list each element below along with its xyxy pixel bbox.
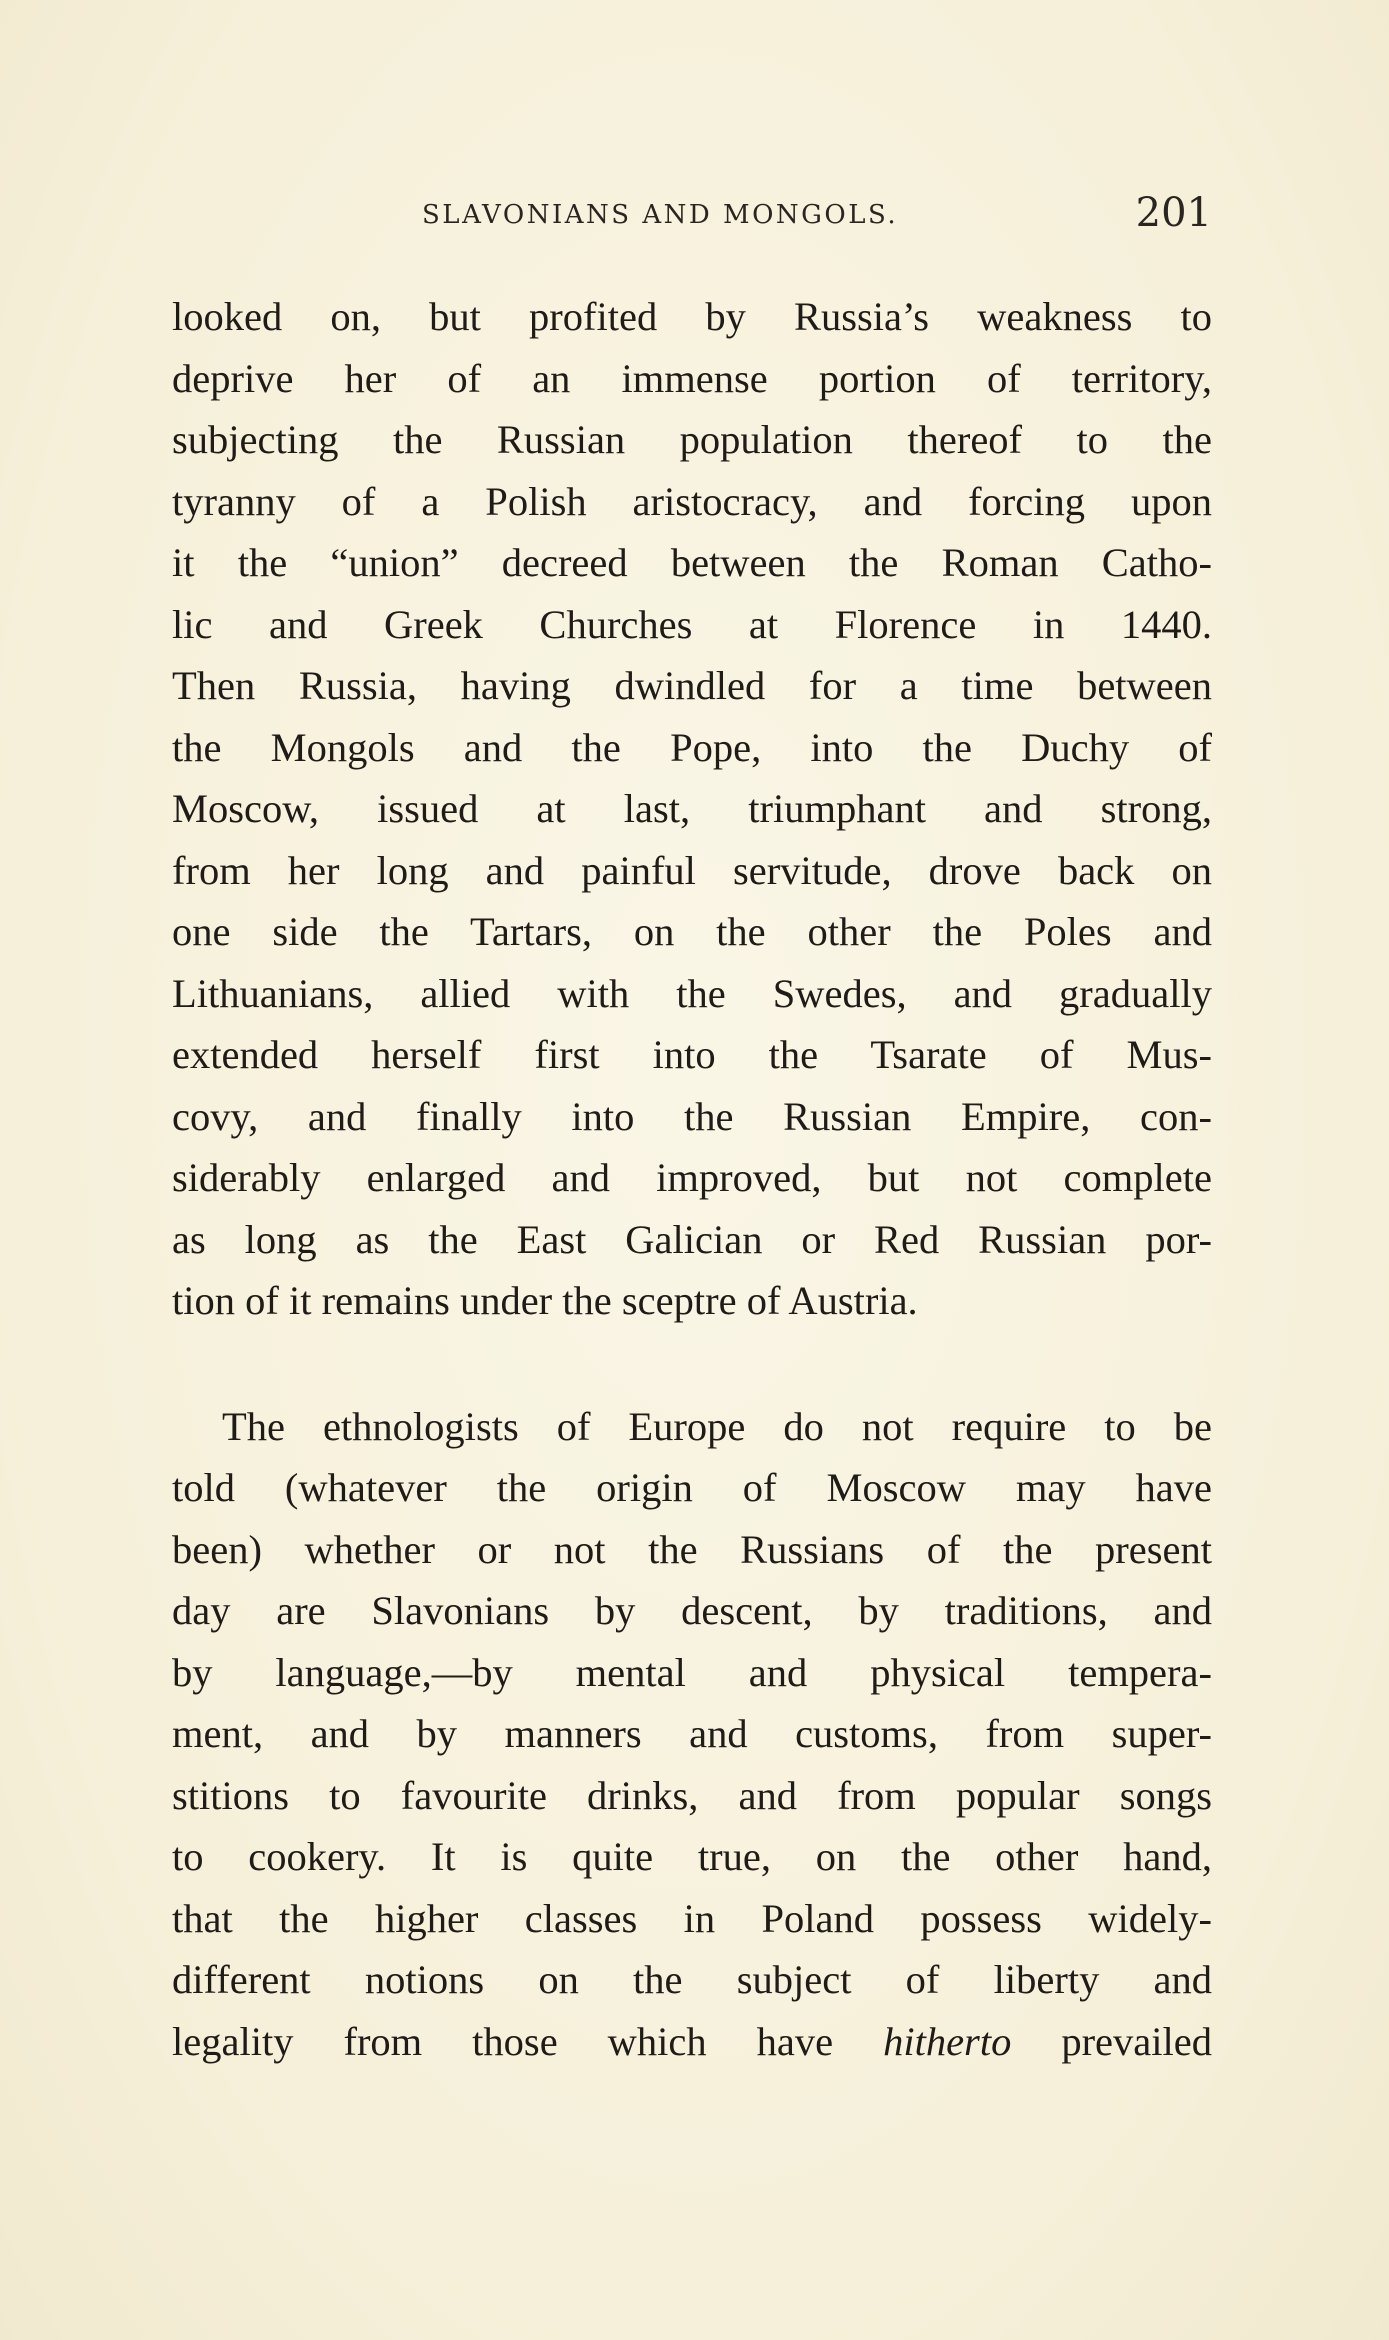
body-text (172, 286, 1212, 2072)
text-line: siderably enlarged and improved, but not complete (172, 1155, 1212, 1200)
paragraph-1 (172, 286, 1212, 1332)
text-line: The ethnologists of Europe do not require to be (222, 1403, 1212, 1449)
text-line: Lithuanians, allied with the Swedes, and gradually (172, 970, 1212, 1016)
text-line: been) whether or not the Russians of the present (172, 1526, 1212, 1572)
text-line: covy, and finally into the Russian Empire, con- (172, 1093, 1212, 1139)
line-text-before: legality from those which have (172, 2018, 884, 2064)
text-line: by language,—by mental and physical tempera- (172, 1649, 1212, 1695)
text-line: deprive her of an immense portion of territory, (172, 355, 1212, 401)
page-number: 201 (1135, 190, 1212, 236)
text-line: extended herself first into the Tsarate of Mus- (172, 1032, 1212, 1077)
text-line: tyranny of a Polish aristocracy, and forcing upon (172, 478, 1212, 524)
text-line: as long as the East Galician or Red Russian por- (172, 1216, 1212, 1262)
text-line: it the “union” decreed between the Roman Catho- (172, 540, 1212, 585)
text-line: from her long and painful servitude, drove back on (172, 847, 1212, 893)
italic-word: hitherto (883, 2018, 1012, 2064)
text-line: subjecting the Russian population thereof to the (172, 417, 1212, 462)
text-line: tion of it remains under the sceptre of Austria. (172, 1278, 918, 1323)
page-header (172, 190, 1212, 240)
text-line: told (whatever the origin of Moscow may have (172, 1465, 1212, 1510)
text-line: day are Slavonians by descent, by traditions, and (172, 1588, 1212, 1633)
line-text-after: prevailed (1011, 2018, 1212, 2064)
text-line: lic and Greek Churches at Florence in 1440. (172, 601, 1212, 647)
text-line: stitions to favourite drinks, and from popular songs (172, 1772, 1212, 1818)
text-line: Moscow, issued at last, triumphant and strong, (172, 786, 1212, 831)
text-line: looked on, but profited by Russia’s weakness to (172, 294, 1212, 339)
text-line-with-italic (172, 2011, 1212, 2073)
text-line: different notions on the subject of liberty and (172, 1957, 1212, 2002)
paragraph-break (172, 1332, 1212, 1396)
paragraph-2 (172, 1396, 1212, 2073)
running-head: SLAVONIANS AND MONGOLS. (422, 200, 899, 230)
text-line: to cookery. It is quite true, on the other hand, (172, 1834, 1212, 1879)
text-line: that the higher classes in Poland possess widely- (172, 1895, 1212, 1941)
text-line: the Mongols and the Pope, into the Duchy of (172, 724, 1212, 770)
text-line: one side the Tartars, on the other the Poles and (172, 909, 1212, 954)
text-line: Then Russia, having dwindled for a time between (172, 663, 1212, 708)
text-line: ment, and by manners and customs, from super- (172, 1711, 1212, 1756)
